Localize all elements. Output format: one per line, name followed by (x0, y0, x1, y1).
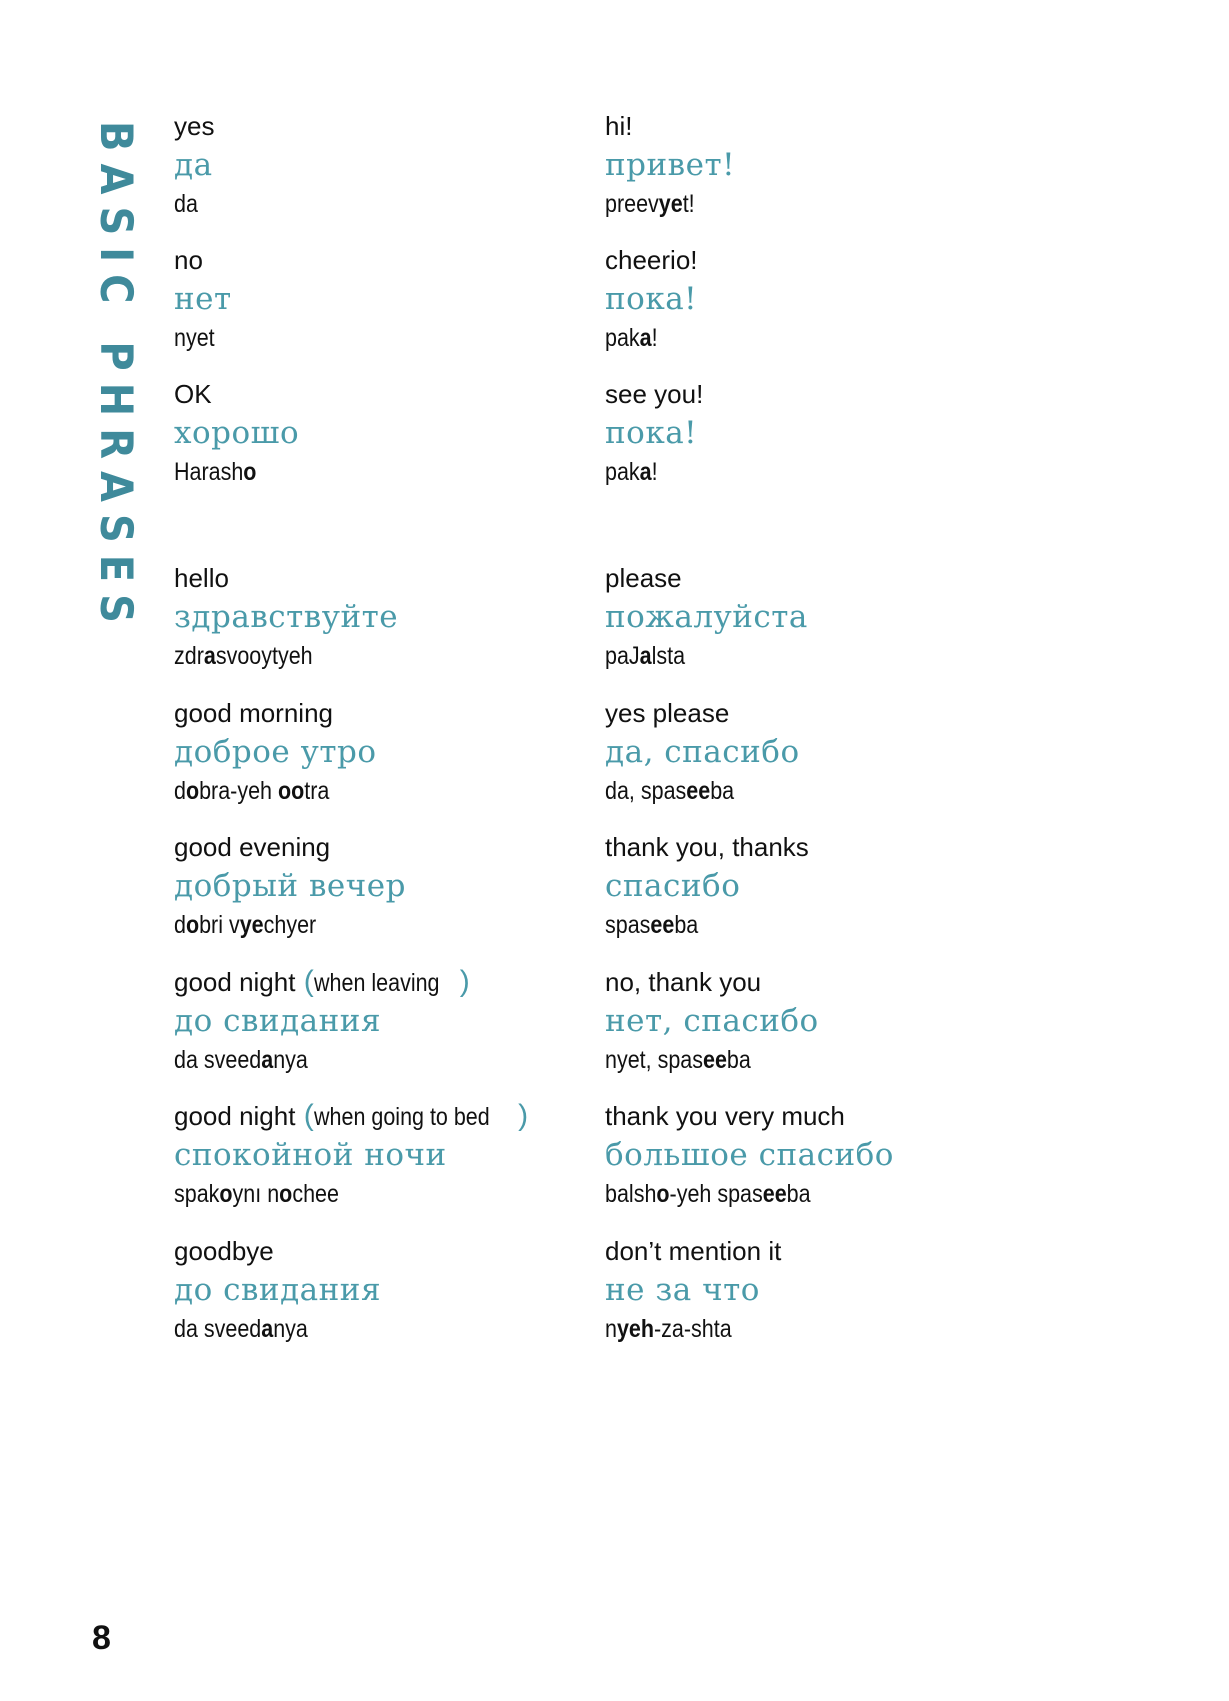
phrase-transliteration (174, 641, 578, 671)
phrase-english (174, 245, 644, 275)
phrase-russian: нет, спасибо (605, 1003, 819, 1039)
phrase-russian: до свидания (174, 1003, 382, 1039)
phrase-russian: добрый вечер (174, 868, 406, 904)
phrase-russian: спокойной ночи (174, 1137, 447, 1173)
phrase-english-text: thank you, thanks (605, 832, 809, 862)
transliteration-segment: svooytyeh (215, 642, 313, 670)
stressed-syllable: o (279, 1180, 293, 1208)
stressed-syllable: o (219, 1180, 233, 1208)
stressed-syllable: o (185, 777, 200, 805)
phrase-english: good night (when leaving ) (174, 965, 470, 998)
phrase-entry (605, 832, 1075, 940)
stressed-syllable: a (261, 1315, 274, 1343)
stressed-syllable: ye (239, 911, 264, 939)
transliteration-segment: da sveed (174, 1315, 262, 1343)
phrase-english-text: good morning (174, 698, 333, 728)
phrase-english (174, 1236, 644, 1266)
phrase-english: good night (when going to bed ) (174, 1099, 529, 1132)
phrase-english (174, 379, 644, 409)
phrase-entry (174, 245, 644, 353)
transliteration-segment: ba (710, 777, 735, 805)
transliteration-segment: chee (292, 1180, 339, 1208)
transliteration-segment: nyet, spas (605, 1046, 703, 1074)
phrase-entry (605, 1236, 1075, 1344)
phrase-transliteration (174, 1314, 578, 1344)
phrase-russian: пока! (605, 281, 698, 317)
transliteration-segment: t! (682, 190, 695, 218)
phrase-entry (605, 111, 1075, 219)
transliteration-segment: ! (651, 324, 658, 352)
stressed-syllable: a (639, 324, 652, 352)
phrase-english (605, 563, 1075, 593)
phrase-english-text: yes (174, 111, 215, 141)
transliteration-segment: tra (304, 777, 330, 805)
transliteration-segment: pak (605, 324, 640, 352)
phrase-russian: не за что (605, 1272, 760, 1308)
phrase-entry (174, 379, 644, 487)
transliteration-segment: balsh (605, 1180, 657, 1208)
transliteration-segment: nya (273, 1046, 308, 1074)
phrase-entry (605, 563, 1075, 671)
phrase-english (605, 379, 1075, 409)
phrase-entry (605, 379, 1075, 487)
stressed-syllable: ee (762, 1180, 787, 1208)
stressed-syllable: a (639, 642, 652, 670)
phrase-russian: да, спасибо (605, 734, 800, 770)
transliteration-segment: ba (674, 911, 699, 939)
transliteration-segment: da sveed (174, 1046, 262, 1074)
phrase-transliteration (605, 910, 1009, 940)
phrase-english-text: please (605, 563, 682, 593)
phrase-entry (605, 1101, 1075, 1209)
phrase-english-text: OK (174, 379, 212, 409)
transliteration-segment: bri v (199, 911, 240, 939)
transliteration-segment: d (174, 777, 186, 805)
phrase-english-text: don’t mention it (605, 1236, 782, 1266)
phrase-russian: нет (174, 281, 232, 317)
transliteration-segment: -za-shta (654, 1315, 732, 1343)
phrase-transliteration (174, 1179, 578, 1209)
transliteration-segment: paJ (605, 642, 640, 670)
phrase-transliteration (174, 1045, 578, 1075)
phrase-english (174, 563, 644, 593)
transliteration-segment: ba (786, 1180, 811, 1208)
transliteration-segment: spas (605, 911, 651, 939)
stressed-syllable: o (243, 458, 257, 486)
phrase-note: when going to bed (313, 1103, 490, 1131)
phrase-english-text: hi! (605, 111, 633, 141)
phrase-russian: хорошо (174, 415, 300, 451)
phrase-english (605, 245, 1075, 275)
phrase-entry (174, 1236, 644, 1344)
transliteration-segment: preev (605, 190, 659, 218)
phrase-english-text: goodbye (174, 1236, 274, 1266)
phrase-russian: спасибо (605, 868, 741, 904)
stressed-syllable: ee (650, 911, 675, 939)
phrase-transliteration (174, 776, 578, 806)
phrase-transliteration (605, 1314, 1009, 1344)
stressed-syllable: ee (702, 1046, 727, 1074)
phrase-entry (605, 245, 1075, 353)
phrase-english-text: see you! (605, 379, 704, 409)
phrase-english (605, 1236, 1075, 1266)
phrase-entry (605, 967, 1075, 1075)
phrase-transliteration (605, 1045, 1009, 1075)
phrase-russian: привет! (605, 147, 736, 183)
phrase-entry (174, 1101, 644, 1209)
transliteration-segment: Harash (174, 458, 244, 486)
phrase-note: when leaving (313, 969, 440, 997)
phrase-transliteration (605, 1179, 1009, 1209)
phrase-entry (174, 967, 644, 1075)
phrase-transliteration (174, 457, 578, 487)
phrase-english-text: no, thank you (605, 967, 762, 997)
stressed-syllable: ye (658, 190, 683, 218)
phrase-russian: пока! (605, 415, 698, 451)
transliteration-segment: ! (651, 458, 658, 486)
phrase-english-text: good night (174, 1101, 296, 1131)
phrase-entry (605, 698, 1075, 806)
phrase-transliteration (605, 189, 1009, 219)
phrase-transliteration (174, 189, 578, 219)
transliteration-segment: da (174, 190, 198, 218)
transliteration-segment: da, spas (605, 777, 687, 805)
phrase-russian: до свидания (174, 1272, 382, 1308)
transliteration-segment: pak (605, 458, 640, 486)
phrase-english (605, 698, 1075, 728)
transliteration-segment: nyet (174, 324, 215, 352)
phrase-english (174, 832, 644, 862)
stressed-syllable: o (656, 1180, 670, 1208)
transliteration-segment: ba (726, 1046, 751, 1074)
phrase-russian: пожалуйста (605, 599, 808, 635)
phrase-transliteration (605, 776, 1009, 806)
page-number: 8 (92, 1619, 111, 1657)
phrase-entry (174, 111, 644, 219)
stressed-syllable: a (639, 458, 652, 486)
phrase-transliteration (174, 323, 578, 353)
phrase-english-text: good evening (174, 832, 331, 862)
transliteration-segment: d (174, 911, 186, 939)
transliteration-segment: -yeh spas (669, 1180, 763, 1208)
transliteration-segment: ynı n (232, 1180, 280, 1208)
phrase-english (605, 111, 1075, 141)
phrase-english-text: good night (174, 967, 296, 997)
phrase-entry (174, 832, 644, 940)
stressed-syllable: yeh (616, 1315, 655, 1343)
phrase-english-text: hello (174, 563, 229, 593)
stressed-syllable: a (203, 642, 216, 670)
transliteration-segment: spak (174, 1180, 220, 1208)
phrase-transliteration (605, 457, 1009, 487)
phrase-entry (174, 563, 644, 671)
transliteration-segment: chyer (263, 911, 317, 939)
transliteration-segment: n (605, 1315, 617, 1343)
phrase-russian: большое спасибо (605, 1137, 894, 1173)
transliteration-segment: lsta (651, 642, 686, 670)
phrase-english (605, 832, 1075, 862)
stressed-syllable: o (185, 911, 200, 939)
stressed-syllable: a (261, 1046, 274, 1074)
phrase-english-text: cheerio! (605, 245, 698, 275)
phrase-english-text: thank you very much (605, 1101, 845, 1131)
phrase-english (174, 111, 644, 141)
phrase-english-text: no (174, 245, 203, 275)
phrase-transliteration (605, 641, 1009, 671)
phrase-russian: здравствуйте (174, 599, 399, 635)
phrase-english (605, 1101, 1075, 1131)
phrase-english-text: yes please (605, 698, 730, 728)
phrase-transliteration (605, 323, 1009, 353)
stressed-syllable: oo (277, 777, 305, 805)
transliteration-segment: zdr (174, 642, 204, 670)
section-title: BASIC PHRASES (89, 121, 142, 635)
transliteration-segment: bra-yeh (199, 777, 278, 805)
transliteration-segment: nya (273, 1315, 308, 1343)
phrase-russian: доброе утро (174, 734, 377, 770)
stressed-syllable: ee (686, 777, 711, 805)
phrase-transliteration (174, 910, 578, 940)
phrase-entry (174, 698, 644, 806)
phrase-english (174, 698, 644, 728)
phrase-russian: да (174, 147, 213, 183)
phrase-english (605, 967, 1075, 997)
